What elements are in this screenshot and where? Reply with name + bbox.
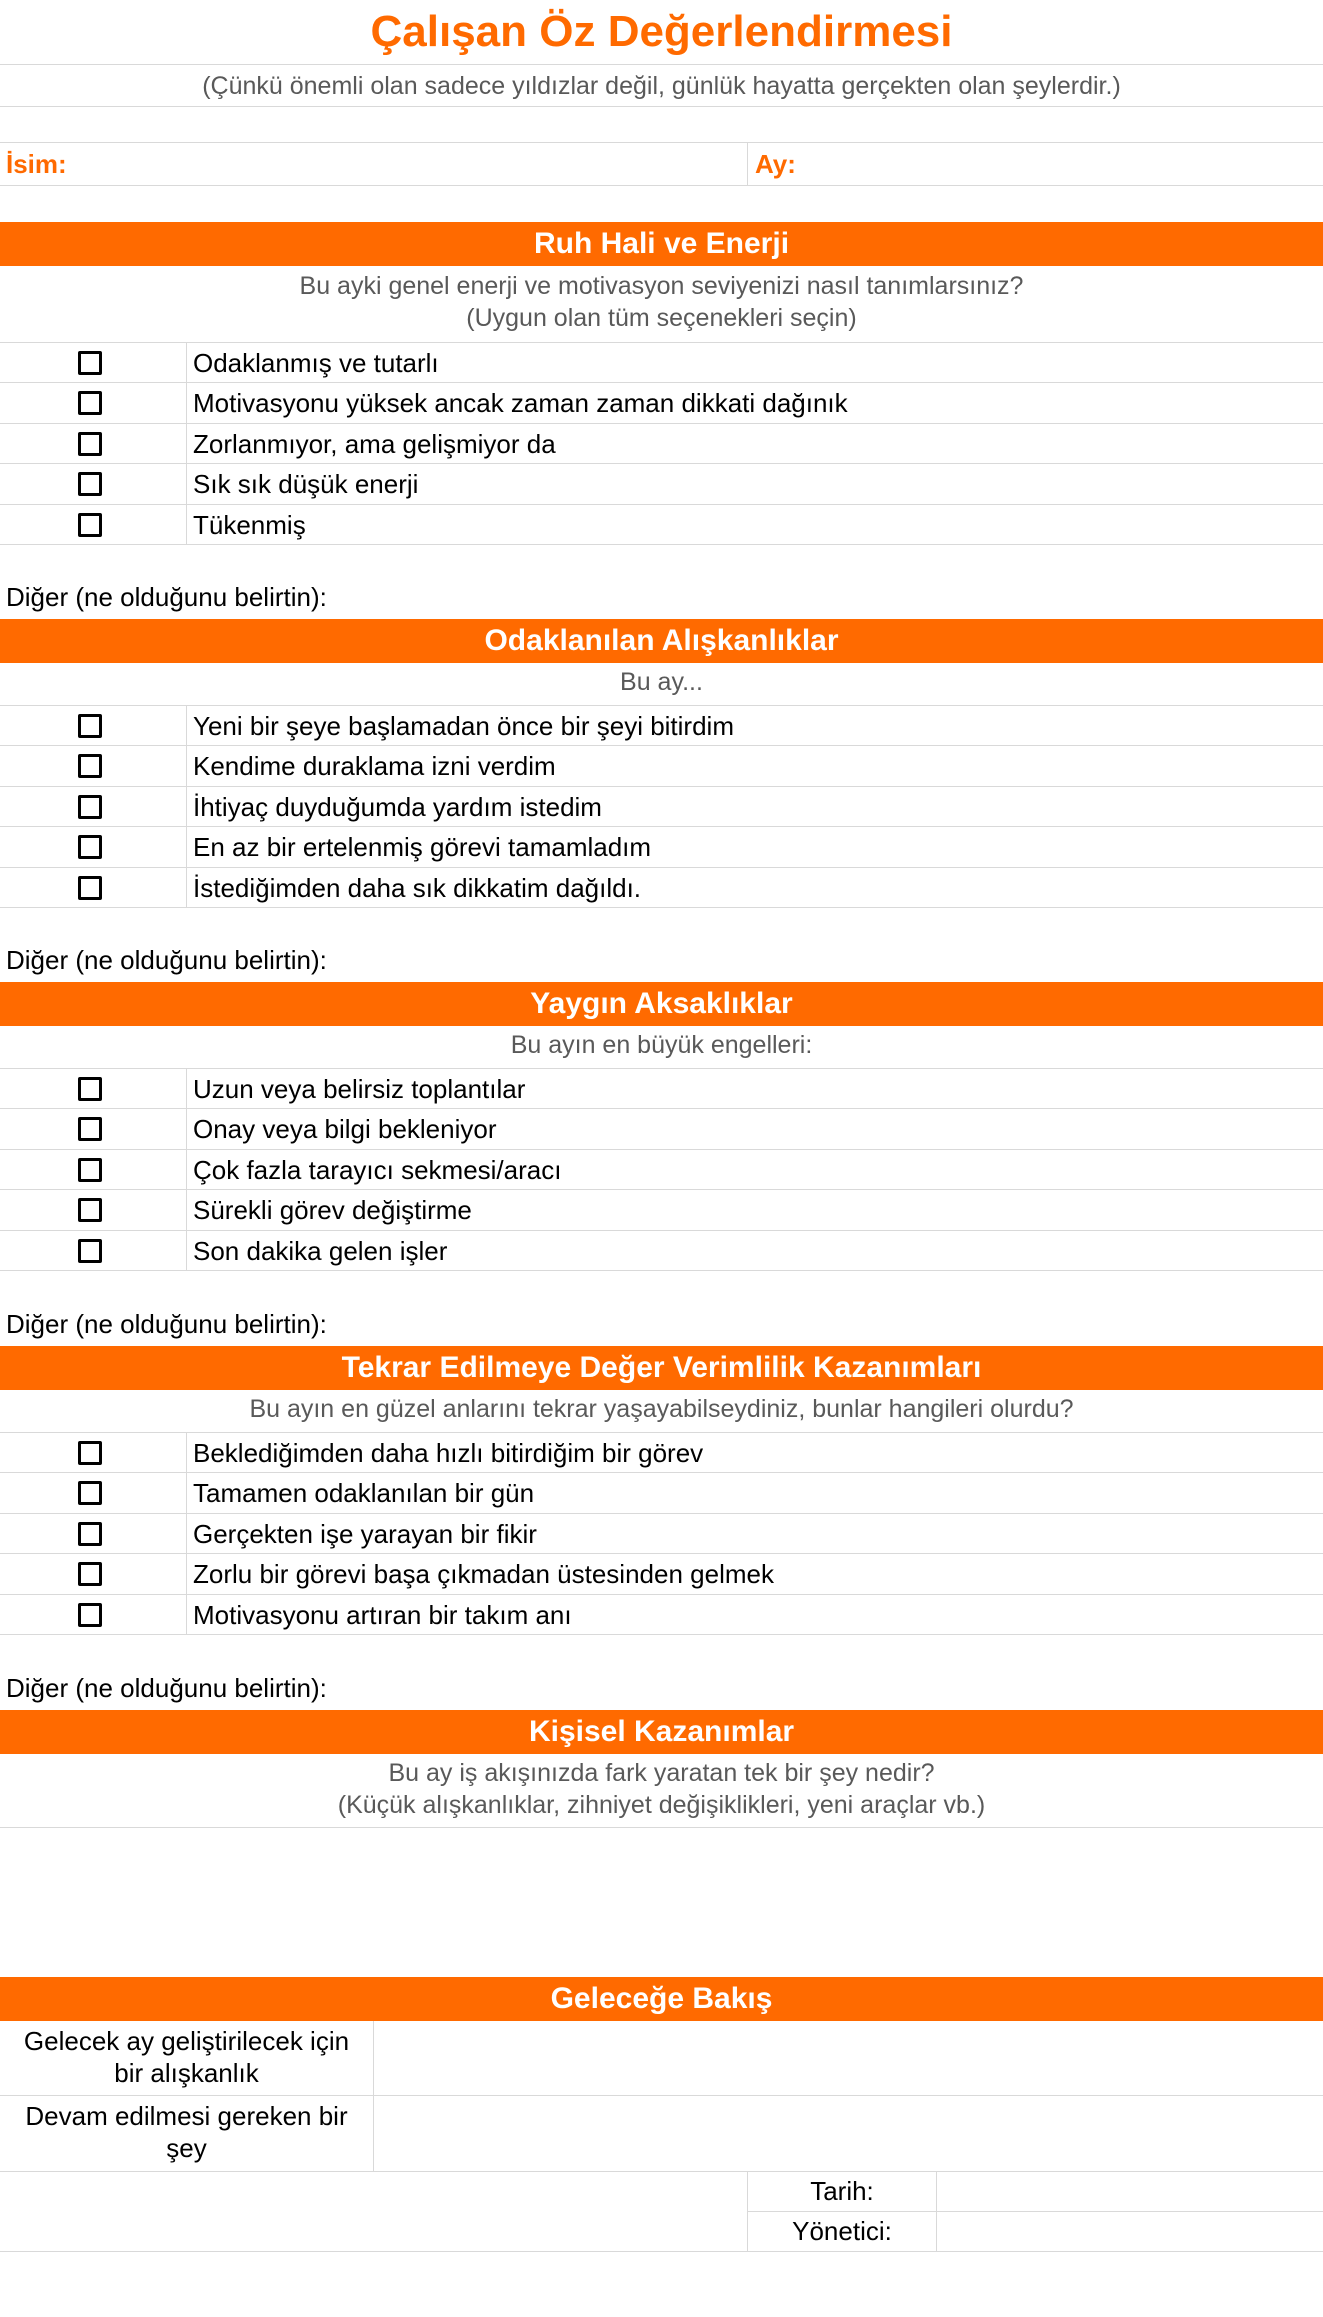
checklist-item	[0, 1190, 1323, 1230]
divider	[186, 505, 187, 545]
checklist-item	[0, 383, 1323, 423]
checklist-item-label: Çok fazla tarayıcı sekmesi/aracı	[193, 1155, 562, 1185]
divider	[0, 2251, 1323, 2252]
checkbox[interactable]	[78, 1158, 102, 1182]
divider	[186, 868, 187, 908]
section-description: (Uygun olan tüm seçenekleri seçin)	[466, 304, 857, 332]
checklist-item-label: Kendime duraklama izni verdim	[193, 751, 556, 781]
checkbox[interactable]	[78, 1481, 102, 1505]
divider	[186, 383, 187, 423]
divider	[186, 424, 187, 464]
outlook-answer-2[interactable]	[374, 2096, 1323, 2170]
outlook-row-label-1: Gelecek ay geliştirilecek için bir alışkanlık	[23, 2026, 350, 2088]
checkbox[interactable]	[78, 754, 102, 778]
personal-answer-area[interactable]	[0, 1828, 1323, 1976]
section-header-disruptions: Yaygın Aksaklıklar	[0, 982, 1323, 1026]
checklist-item-label: Son dakika gelen işler	[193, 1236, 448, 1266]
checkbox[interactable]	[78, 1522, 102, 1546]
checkbox[interactable]	[78, 1441, 102, 1465]
checklist-item	[0, 1231, 1323, 1271]
name-month-row	[0, 143, 1323, 185]
section-header-habits: Odaklanılan Alışkanlıklar	[0, 619, 1323, 663]
checklist-item	[0, 343, 1323, 383]
checklist-item	[0, 1109, 1323, 1149]
checklist-item	[0, 1150, 1323, 1190]
manager-field[interactable]	[937, 2212, 1323, 2250]
section-header-wins: Tekrar Edilmeye Değer Verimlilik Kazanımları	[0, 1346, 1323, 1390]
checklist-item	[0, 505, 1323, 545]
checklist-item	[0, 746, 1323, 786]
page-title: Çalışan Öz Değerlendirmesi	[370, 7, 953, 56]
checkbox[interactable]	[78, 1239, 102, 1263]
outlook-row-label-2: Devam edilmesi gereken bir şey	[25, 2101, 348, 2163]
date-label: Tarih:	[810, 2176, 874, 2206]
checklist-item	[0, 464, 1323, 504]
divider	[186, 746, 187, 786]
outlook-answer-1[interactable]	[374, 2021, 1323, 2095]
section-header-mood: Ruh Hali ve Enerji	[0, 222, 1323, 266]
divider	[186, 827, 187, 867]
checklist-item	[0, 868, 1323, 908]
checklist-item-label: Odaklanmış ve tutarlı	[193, 348, 439, 378]
checkbox[interactable]	[78, 351, 102, 375]
section-description: Bu ay...	[620, 668, 703, 696]
checklist-item-label: Zorlu bir görevi başa çıkmadan üstesinden gelmek	[193, 1559, 774, 1589]
page-subtitle: (Çünkü önemli olan sadece yıldızlar değil, günlük hayatta gerçekten olan şeylerdir.)	[202, 72, 1121, 100]
checkbox[interactable]	[78, 714, 102, 738]
section-description: (Küçük alışkanlıklar, zihniyet değişiklikleri, yeni araçlar vb.)	[337, 1791, 986, 1819]
divider	[186, 1595, 187, 1635]
divider	[186, 706, 187, 746]
checklist-item-label: Sık sık düşük enerji	[193, 469, 419, 499]
divider	[186, 1150, 187, 1190]
name-label: İsim:	[6, 149, 67, 179]
divider	[0, 544, 1323, 545]
other-label: Diğer (ne olduğunu belirtin):	[6, 945, 327, 975]
checkbox[interactable]	[78, 432, 102, 456]
checkbox[interactable]	[78, 795, 102, 819]
checklist-item-label: Sürekli görev değiştirme	[193, 1195, 472, 1225]
manager-label: Yönetici:	[792, 2216, 892, 2246]
checkbox[interactable]	[78, 472, 102, 496]
divider	[0, 185, 1323, 186]
checkbox[interactable]	[78, 1117, 102, 1141]
checklist-item	[0, 706, 1323, 746]
checkbox[interactable]	[78, 1077, 102, 1101]
divider	[186, 1554, 187, 1594]
section-description: Bu ay iş akışınızda fark yaratan tek bir şey nedir?	[388, 1759, 935, 1787]
checklist-item-label: Onay veya bilgi bekleniyor	[193, 1114, 497, 1144]
checklist-item-label: Beklediğimden daha hızlı bitirdiğim bir görev	[193, 1438, 704, 1468]
divider	[0, 64, 1323, 65]
other-label: Diğer (ne olduğunu belirtin):	[6, 1309, 327, 1339]
divider	[186, 1109, 187, 1149]
checklist-item-label: Tamamen odaklanılan bir gün	[193, 1478, 535, 1508]
checkbox[interactable]	[78, 835, 102, 859]
section-description: Bu ayın en güzel anlarını tekrar yaşayabilseydiniz, bunlar hangileri olurdu?	[249, 1395, 1074, 1423]
divider	[0, 106, 1323, 107]
checkbox[interactable]	[78, 1603, 102, 1627]
checklist-item	[0, 827, 1323, 867]
section-header-outlook: Geleceğe Bakış	[0, 1977, 1323, 2021]
checkbox[interactable]	[78, 513, 102, 537]
checklist-item-label: İstediğimden daha sık dikkatim dağıldı.	[193, 873, 642, 903]
checklist-item	[0, 1554, 1323, 1594]
checklist-item	[0, 1514, 1323, 1554]
divider	[186, 1190, 187, 1230]
divider	[0, 1270, 1323, 1271]
checklist-item	[0, 1473, 1323, 1513]
divider	[186, 343, 187, 383]
checkbox[interactable]	[78, 876, 102, 900]
checklist-item-label: Yeni bir şeye başlamadan önce bir şeyi bitirdim	[193, 711, 734, 741]
checklist-item	[0, 787, 1323, 827]
divider	[186, 1231, 187, 1271]
checklist-item	[0, 1595, 1323, 1635]
checklist-item-label: İhtiyaç duyduğumda yardım istedim	[193, 792, 602, 822]
other-label: Diğer (ne olduğunu belirtin):	[6, 1673, 327, 1703]
checklist-item	[0, 1433, 1323, 1473]
divider	[186, 1473, 187, 1513]
checkbox[interactable]	[78, 1198, 102, 1222]
checkbox[interactable]	[78, 391, 102, 415]
checklist-item-label: Tükenmiş	[193, 510, 306, 540]
date-field[interactable]	[937, 2172, 1323, 2210]
checklist-item-label: Uzun veya belirsiz toplantılar	[193, 1074, 526, 1104]
divider	[186, 464, 187, 504]
section-description: Bu ayın en büyük engelleri:	[510, 1031, 813, 1059]
other-label: Diğer (ne olduğunu belirtin):	[6, 582, 327, 612]
checklist-item-label: En az bir ertelenmiş görevi tamamladım	[193, 832, 652, 862]
section-header-personal: Kişisel Kazanımlar	[0, 1710, 1323, 1754]
checklist-item-label: Motivasyonu artıran bir takım anı	[193, 1600, 572, 1630]
divider	[186, 1069, 187, 1109]
checklist-item	[0, 424, 1323, 464]
checklist-item-label: Zorlanmıyor, ama gelişmiyor da	[193, 429, 556, 459]
divider	[186, 1433, 187, 1473]
month-label: Ay:	[755, 149, 796, 179]
checklist-item-label: Gerçekten işe yarayan bir fikir	[193, 1519, 537, 1549]
checklist-item	[0, 1069, 1323, 1109]
divider	[186, 787, 187, 827]
divider	[747, 143, 748, 185]
divider	[0, 1634, 1323, 1635]
checkbox[interactable]	[78, 1562, 102, 1586]
checklist-item-label: Motivasyonu yüksek ancak zaman zaman dikkati dağınık	[193, 388, 848, 418]
divider	[186, 1514, 187, 1554]
section-description: Bu ayki genel enerji ve motivasyon seviyenizi nasıl tanımlarsınız?	[299, 272, 1024, 300]
divider	[0, 907, 1323, 908]
